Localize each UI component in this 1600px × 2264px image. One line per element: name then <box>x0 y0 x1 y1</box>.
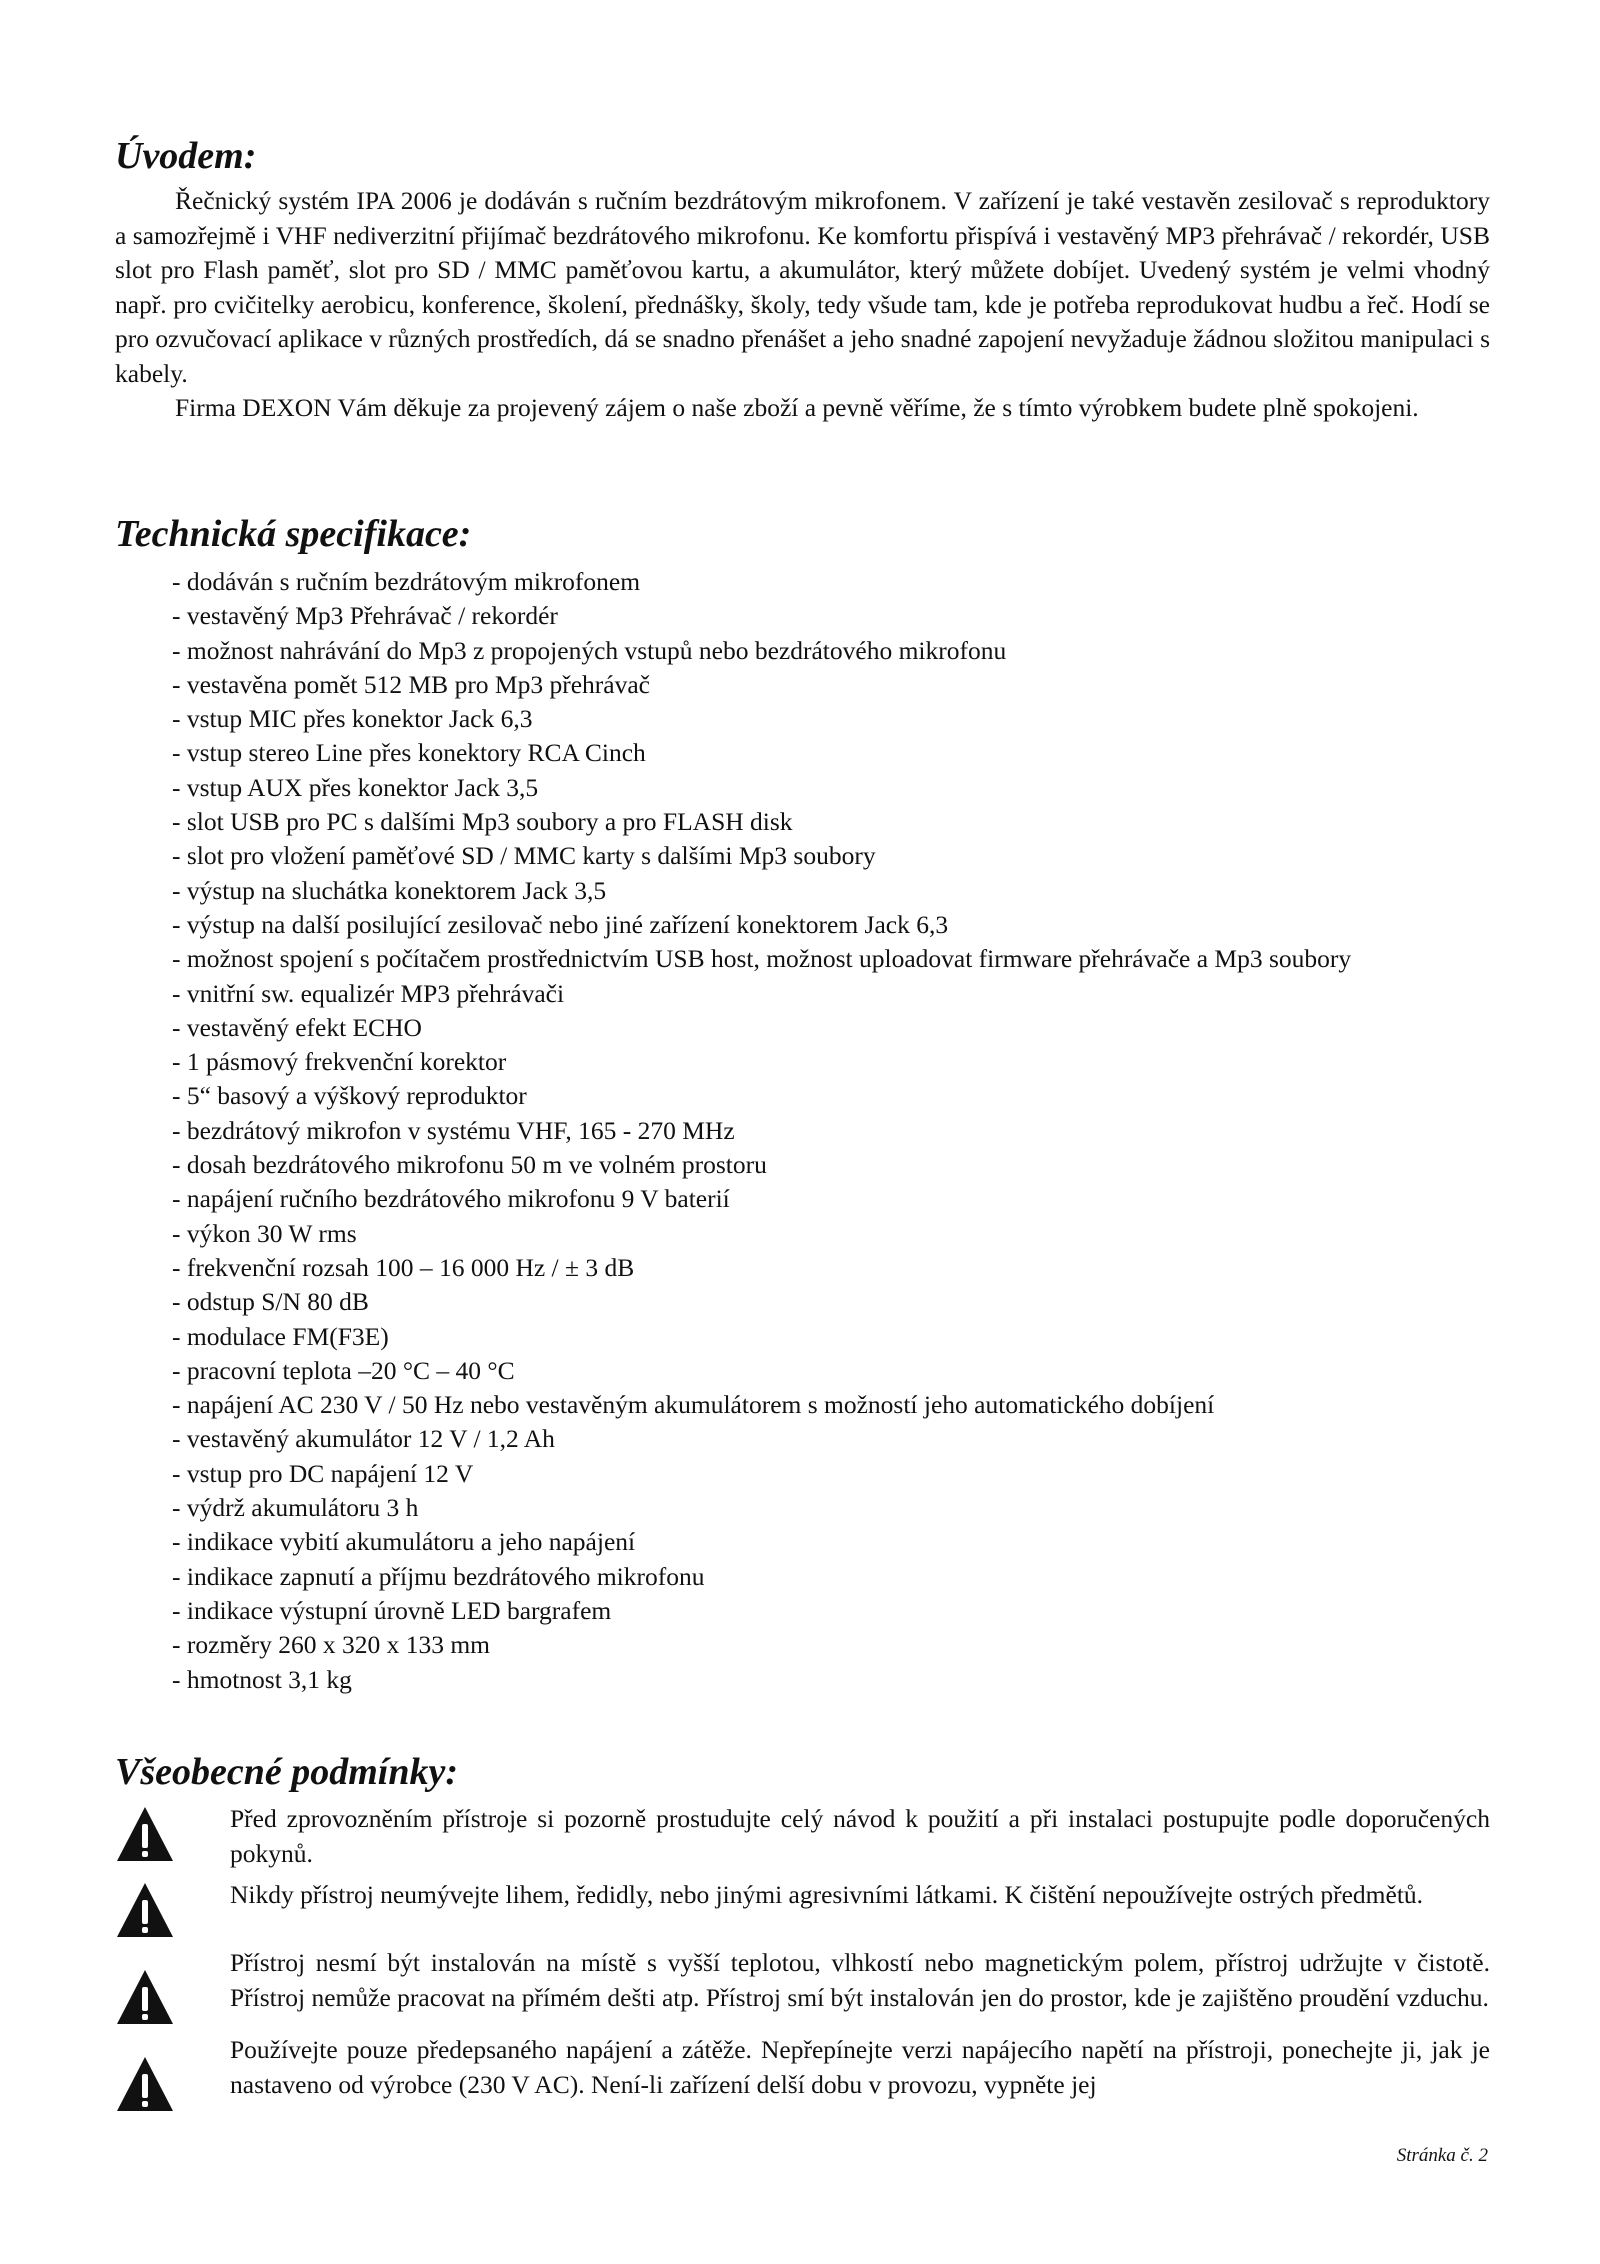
spec-item: - dosah bezdrátového mikrofonu 50 m ve volném prostoru <box>172 1150 767 1180</box>
spec-item: - slot USB pro PC s dalšími Mp3 soubory a pro FLASH disk <box>172 807 793 837</box>
spec-item: - vnitřní sw. equalizér MP3 přehrávači <box>172 978 565 1008</box>
intro-heading: Úvodem: <box>115 135 257 177</box>
condition-text: Před zprovozněním přístroje si pozorně prostudujte celý návod k použití a při instalaci postupujte podle doporučených pokynů. <box>230 1804 1490 1868</box>
condition-item <box>115 1802 1490 1871</box>
spec-item: - možnost spojení s počítačem prostřednictvím USB host, možnost uploadovat firmware přehrávače a Mp3 soubory <box>172 944 1352 974</box>
spec-item: - výkon 30 W rms <box>172 1218 357 1248</box>
spec-item: - frekvenční rozsah 100 – 16 000 Hz / ± 3 dB <box>172 1252 635 1282</box>
specs-heading: Technická specifikace: <box>115 513 472 555</box>
spec-item: - indikace výstupní úrovně LED bargrafem <box>172 1595 612 1625</box>
spec-item: - vestavěna pomět 512 MB pro Mp3 přehrávač <box>172 669 650 699</box>
spec-item: - napájení AC 230 V / 50 Hz nebo vestavěným akumulátorem s možností jeho automatického dobíjení <box>172 1390 1215 1420</box>
spec-item: - hmotnost 3,1 kg <box>172 1664 352 1694</box>
conditions-heading: Všeobecné podmínky: <box>115 1751 459 1793</box>
spec-item: - 5“ basový a výškový reproduktor <box>172 1081 527 1111</box>
spec-item: - 1 pásmový frekvenční korektor <box>172 1047 507 1077</box>
spec-item: - odstup S/N 80 dB <box>172 1287 369 1317</box>
intro-paragraph: Firma DEXON Vám děkuje za projevený zájem o naše zboží a pevně věříme, že s tímto výrobkem budete plně spokojeni. <box>175 393 1419 422</box>
spec-item: - slot pro vložení paměťové SD / MMC karty s dalšími Mp3 soubory <box>172 841 876 871</box>
spec-item: - výdrž akumulátoru 3 h <box>172 1493 419 1523</box>
spec-item: - modulace FM(F3E) <box>172 1321 389 1351</box>
spec-item: - vestavěný efekt ECHO <box>172 1012 422 1042</box>
condition-item <box>115 1946 1490 2026</box>
page-number: Stránka č. 2 <box>1396 2145 1488 2166</box>
spec-item: - možnost nahrávání do Mp3 z propojených vstupů nebo bezdrátového mikrofonu <box>172 635 1007 665</box>
condition-text: Používejte pouze předepsaného napájení a zátěže. Nepřepínejte verzi napájecího napětí na přístroji, ponechejte ji, jak je nastaveno od výrobce (230 V AC). Není-li zařízení delší dobu v provozu, vypněte jej <box>230 2035 1490 2099</box>
spec-item: - bezdrátový mikrofon v systému VHF, 165 - 270 MHz <box>172 1115 735 1145</box>
spec-item: - vstup pro DC napájení 12 V <box>172 1458 474 1488</box>
condition-text: Přístroj nesmí být instalován na místě s vyšší teplotou, vlhkostí nebo magnetickým polem, přístroj udržujte v čistotě. Přístroj nemůže pracovat na přímém dešti atp. Přístroj smí být instalován jen do prostor, kde je zajištěno proudění vzduchu. <box>230 1948 1490 2012</box>
spec-item: - pracovní teplota –20 °C – 40 °C <box>172 1355 515 1385</box>
condition-item <box>115 1878 1490 1939</box>
condition-item <box>115 2033 1490 2113</box>
spec-item: - vstup AUX přes konektor Jack 3,5 <box>172 772 539 802</box>
warning-triangle-icon <box>115 1946 230 2026</box>
spec-item: - indikace vybití akumulátoru a jeho napájení <box>172 1527 636 1557</box>
spec-item: - výstup na sluchátka konektorem Jack 3,5 <box>172 875 607 905</box>
spec-item: - výstup na další posilující zesilovač nebo jiné zařízení konektorem Jack 6,3 <box>172 909 949 939</box>
spec-item: - napájení ručního bezdrátového mikrofonu 9 V baterií <box>172 1184 730 1214</box>
conditions-section <box>115 1802 1490 2120</box>
spec-item: - vestavěný Mp3 Přehrávač / rekordér <box>172 601 558 631</box>
spec-item: - dodáván s ručním bezdrátovým mikrofonem <box>172 567 641 596</box>
spec-item: - vstup MIC přes konektor Jack 6,3 <box>172 704 533 734</box>
warning-triangle-icon <box>115 2033 230 2113</box>
intro-section <box>115 184 1490 426</box>
spec-list <box>172 565 1490 1697</box>
warning-triangle-icon <box>115 1802 230 1863</box>
spec-item: - vstup stereo Line přes konektory RCA Cinch <box>172 738 646 768</box>
spec-item: - vestavěný akumulátor 12 V / 1,2 Ah <box>172 1424 555 1454</box>
warning-triangle-icon <box>115 1878 230 1939</box>
condition-text: Nikdy přístroj neumývejte lihem, ředidly, nebo jinými agresivními látkami. K čištění nepoužívejte ostrých předmětů. <box>230 1880 1424 1909</box>
spec-item: - rozměry 260 x 320 x 133 mm <box>172 1630 490 1660</box>
spec-item: - indikace zapnutí a příjmu bezdrátového mikrofonu <box>172 1561 705 1591</box>
intro-paragraph: Řečnický systém IPA 2006 je dodáván s ručním bezdrátovým mikrofonem. V zařízení je také vestavěn zesilovač s reproduktory a samozřejmě i VHF nediverzitní přijímač bezdrátového mikrofonu. Ke komfortu přispívá i vestavěný MP3 přehrávač / rekordér, USB slot pro Flash paměť, slot pro SD / MMC paměťovou kartu, a akumulátor, který můžete dobíjet. Uvedený systém je velmi vhodný např. pro cvičitelky aerobicu, konference, školení, přednášky, školy, tedy všude tam, kde je potřeba reprodukovat hudbu a řeč. Hodí se pro ozvučovací aplikace v různých prostředích, dá se snadno přenášet a jeho snadné zapojení nevyžaduje žádnou složitou manipulaci s kabely. <box>115 186 1490 388</box>
